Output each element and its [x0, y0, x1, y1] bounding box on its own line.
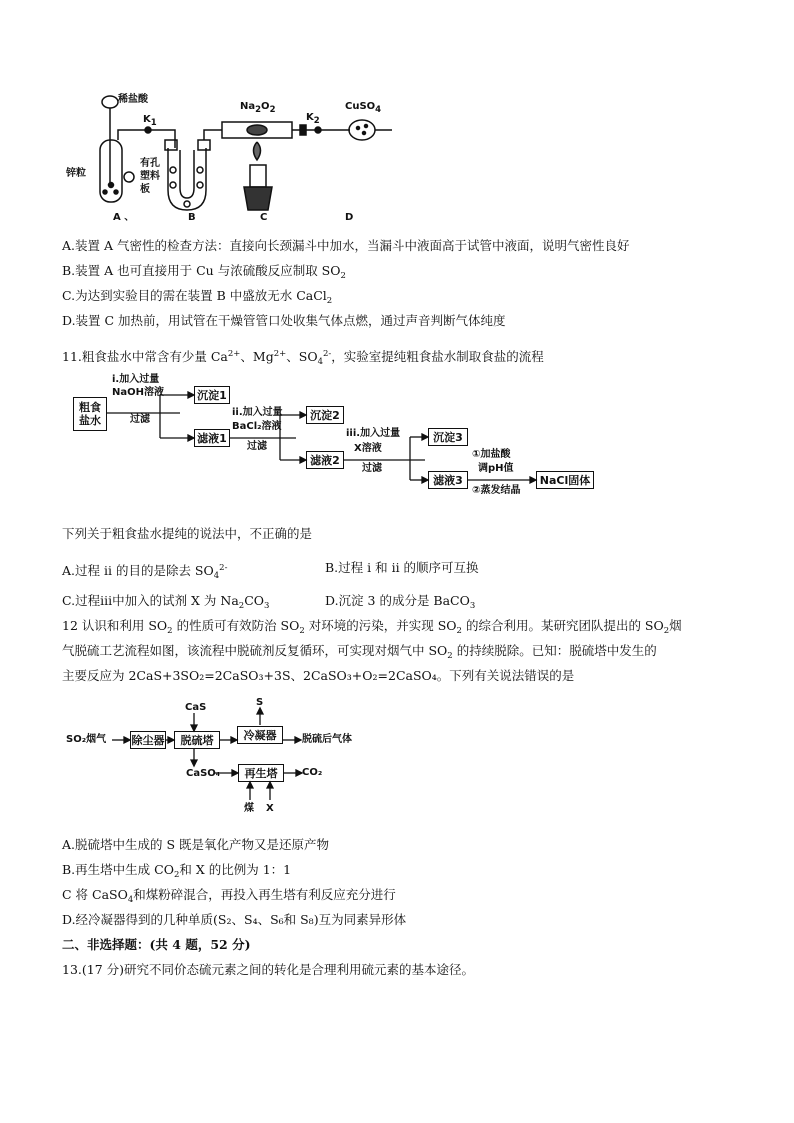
step2-mid: BaCl₂溶液 [232, 421, 282, 432]
cas-label: CaS [185, 702, 207, 713]
flow-filt2: 滤液2 [306, 451, 344, 469]
na2o2-label: $Na_2O_2$ [240, 101, 276, 115]
flow-condenser: 冷凝器 [237, 726, 283, 744]
flow-regen-tower: 再生塔 [238, 764, 284, 782]
step1-top: i.加入过量 [112, 374, 160, 385]
q11-question: 下列关于粗食盐水提纯的说法中，不正确的是 [62, 526, 313, 541]
final-bot: ②蒸发结晶 [472, 485, 521, 496]
label-c: C [260, 212, 268, 223]
so2-gas-in: SO₂烟气 [66, 734, 107, 745]
q11-option-a: A.过程 ii 的目的是除去 $SO_4^{2-}$ [62, 563, 228, 581]
q12-option-b: B.再生塔中生成 $CO_2$和 X 的比例为 1：1 [62, 862, 292, 880]
step2-top: ii.加入过量 [232, 407, 283, 418]
q11-stem: 11.粗食盐水中常含有少量 $Ca^{2+}$、$Mg^{2+}$、$SO_4^{2-}$，实验室提纯粗食盐水制取食盐的流程 [62, 349, 544, 367]
q10-option-a: A.装置 A 气密性的检查方法：直接向长颈漏斗中加水，当漏斗中液面高于试管中液面，说明气密性良好 [62, 238, 630, 253]
plate-label-2: 塑料 [140, 171, 160, 182]
q12-stem-line3: 主要反应为 2CaS+3SO₂=2CaSO₃+3S、2CaSO₃+O₂=2CaSO₄。下列有关说法错误的是 [62, 668, 575, 683]
q10-option-d: D.装置 C 加热前，用试管在干燥管管口处收集气体点燃，通过声音判断气体纯度 [62, 313, 506, 328]
q10-option-c: C.为达到实验目的需在装置 B 中盛放无水 CaCl$_2$ [62, 288, 333, 306]
q11-option-d: D.沉淀 3 的成分是 BaCO$_3$ [325, 593, 476, 611]
s-label: S [256, 697, 264, 708]
flow-desulf-tower: 脱硫塔 [174, 731, 220, 749]
flow-ppt1: 沉淀1 [194, 386, 230, 404]
q12-option-a: A.脱硫塔中生成的 S 既是氧化产物又是还原产物 [62, 837, 330, 852]
flow-dust-remover: 除尘器 [130, 731, 166, 749]
out-gas-label: 脱硫后气体 [302, 734, 352, 745]
step2-bot: 过滤 [247, 441, 267, 452]
q12-option-c: C 将 CaSO$_4$和煤粉碎混合，再投入再生塔有利反应充分进行 [62, 887, 396, 905]
flow-crude-brine: 粗食盐水 [73, 397, 107, 431]
q11-option-c: C.过程iii中加入的试剂 X 为 $Na_2CO_3$ [62, 593, 270, 611]
step3-mid: X溶液 [354, 443, 382, 454]
final-mid: 调pH值 [478, 463, 514, 474]
q12-stem-line2: 气脱硫工艺流程如图，该流程中脱硫剂反复循环，可实现对烟气中 $SO_2$ 的持续脱除。已知：脱硫塔中发生的 [62, 643, 657, 661]
label-b: B [188, 212, 196, 223]
q12-option-d: D.经冷凝器得到的几种单质(S₂、S₄、S₆和 S₈)互为同素异形体 [62, 912, 407, 927]
q10-option-b: B.装置 A 也可直接用于 Cu 与浓硫酸反应制取 $SO_2$ [62, 263, 346, 281]
final-top: ①加盐酸 [472, 449, 511, 460]
step3-bot: 过滤 [362, 463, 382, 474]
q13-stem: 13.(17 分)研究不同价态硫元素之间的转化是合理利用硫元素的基本途径。 [62, 962, 475, 977]
step1-mid: NaOH溶液 [112, 387, 164, 398]
flow-ppt2: 沉淀2 [306, 406, 344, 424]
flow-filt1: 滤液1 [194, 429, 230, 447]
x-label: X [266, 803, 274, 814]
plate-label-3: 板 [140, 184, 150, 195]
coal-label: 煤 [244, 803, 254, 814]
k2-label: $K_2$ [306, 112, 320, 126]
section2-heading: 二、非选择题：(共 4 题，52 分) [62, 937, 251, 952]
q12-stem-line1: 12 认识和利用 $SO_2$ 的性质可有效防治 $SO_2$ 对环境的污染，并实现 $SO_2$ 的综合利用。某研究团队提出的 $SO_2$烟 [62, 618, 682, 636]
plate-label-1: 有孔 [140, 158, 160, 169]
q11-option-b: B.过程 i 和 ii 的顺序可互换 [325, 560, 479, 575]
acid-label: 稀盐酸 [118, 94, 148, 105]
flow-nacl: NaCl固体 [536, 471, 594, 489]
cuso4-label: CuSO$_4$ [345, 101, 382, 115]
k1-label: $K_1$ [143, 114, 157, 128]
flow-ppt3: 沉淀3 [428, 428, 468, 446]
label-d: D [345, 212, 354, 223]
flow-filt3: 滤液3 [428, 471, 468, 489]
zinc-label: 锌粒 [66, 168, 86, 179]
caso4-label: CaSO₄ [186, 768, 221, 779]
co2-label: CO₂ [302, 767, 323, 778]
step3-top: iii.加入过量 [346, 428, 401, 439]
label-a: A 、 [113, 212, 135, 223]
step1-bot: 过滤 [130, 414, 150, 425]
